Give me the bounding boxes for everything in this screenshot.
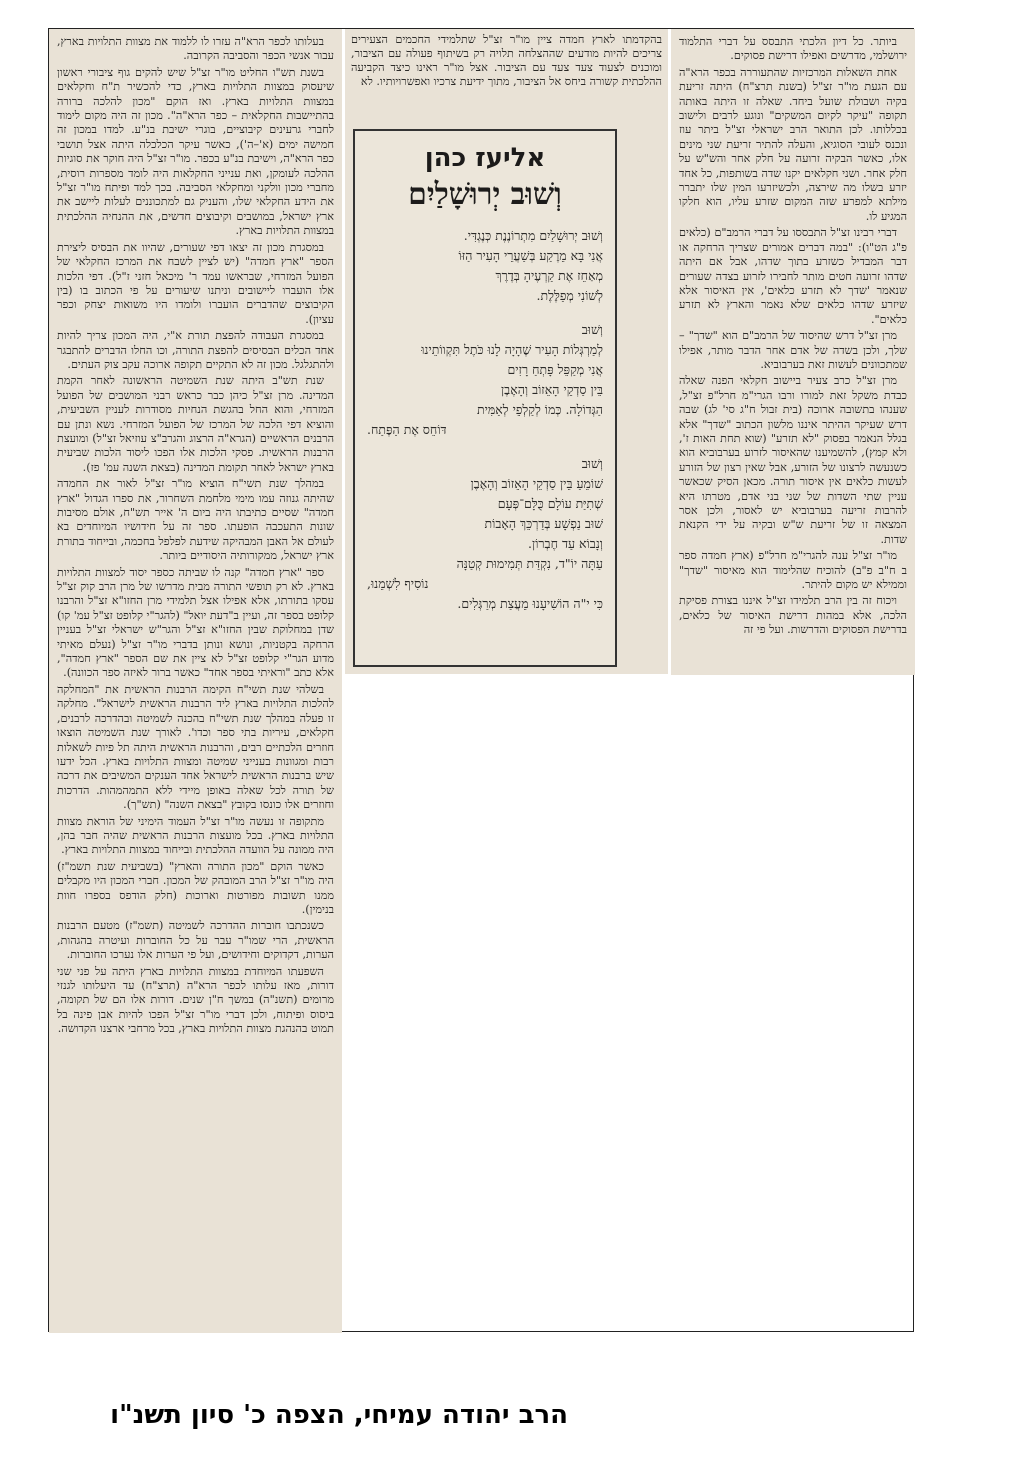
article-paragraph: בשנת תש"ו החליט מו"ר זצ"ל שיש להקים גוף ציבורי ראשון שיעסוק במצוות התלויות בארץ, כדי להכשיר ת"ח וחקלאים במצוות התלויות בארץ. ואז הוקם "מכון להלכה ברורה בהתיישבות החקלאית – כפר הרא"ה". מכון זה היה מקום לימוד לחברי גרעינים קיבוציים, בוגרי ישיבת בנ"ע. למדו במכון זה חמישה ימים (א'–ה'), כאשר עיקר הכלכלה היתה אצל תושבי כפר הרא"ה, וישיבת בנ"ע בכפר. מו"ר זצ"ל היה חוקר את סוגיות ההלכה לעומקן, ואת ענייני החקלאות היה לומד מספרות רוסית, מחברי מכון וולקני ומחקלאי הסביבה. בכך למד ופיתח מו"ר זצ"ל את הידע החקלאי שלו, והעניק גם למתכוננים לעלות ליישב את ארץ ישראל, במושבים וקיבוצים חדשים, את ההנחיה ההלכתית במצוות התלויות בארץ.	[57, 65, 334, 238]
article-paragraph: במהלך שנת תשי"ח הוציא מו"ר זצ"ל לאור את החמדה שהיתה גנוזה עמו מימי מלחמת השחרור, את ספרו הגדול "ארץ חמדה" שסיים כתיבתו היה ביום ה' אייר תש"ח, אולם מסיבות שונות התעכבה הופעתו. ספר זה על חידושיו המיוחדים בא לעולם אל האבן המבהיקה שידעת לפלפל בחכמה, ובייחוד בתורת ארץ ישראל, ממקורותיה היסודיים ביותר.	[57, 477, 334, 563]
article-paragraph: ביותר. כל דיון הלכתי התבסס על דברי התלמוד ירושלמי, מדרשים ואפילו דרישת פסוקים.	[679, 35, 907, 63]
poem-line: וְשׁוּב	[581, 322, 603, 337]
article-paragraph: דברי רבינו זצ"ל התבססו על דברי הרמב"ם (כלאים פ"ג הט"ו): "במה דברים אמורים שצריך הרחקה או דבר המבדיל כשזרע בתוך שדהו, אבל אם היתה שדהו זרועה חטים מותר לחבירו לזרוע בצדה שעורים שנאמר 'שדך לא תזרע כלאים', אין האיסור אלא שיזרע שדהו כלאים שלא נאמר והארץ לא תזרע כלאים".	[679, 226, 907, 326]
poem-line: אֲנִי בָּא מֵרֶקַע בְּשַׁעֲרֵי הָעִיר הַזּוֹ	[458, 248, 603, 263]
poem-line: נוֹסִיף לִשְׁמֵנוּ,	[367, 576, 429, 591]
poem-author: אליעז כהן	[424, 143, 546, 173]
middle-intro-text: בהקדמתו לארץ חמדה ציין מו"ר זצ"ל שתלמידי החכמים הצעירים צריכים להיות מודעים שההצלחה תלויה רק בשיתוף פעולה עם הציבור, ומוכנים לצעוד צעד צעד עם הציבור. אצל מו"ר ראינו כיצד הקביעה ההלכתית קשורה ביחס אל הציבור, מתוך ידיעת צרכיו ואפשרויותיו. לא	[351, 33, 662, 88]
newspaper-clipping-frame	[48, 28, 914, 1332]
poem-box	[353, 129, 617, 667]
poem-line: לְמַרְגְּלוֹת הָעִיר שֶׁהָיָה לָנוּ כֹּתֶל תִּקְווֹתֵינוּ	[421, 342, 603, 357]
article-paragraph: במסגרת מכון זה יצאו דפי שעורים, שהיוו את הבסיס ליצירת הספר "ארץ חמדה" (יש לציין לשבח את המרכז החקלאי של הפועל המזרחי, שבראשו עמד ר' מיכאל חזני ז"ל). דפי הלכות אלו הועברו ליישובים וניתנו שיעורים על פי הכתוב בו (בין הקיבוצים שהדברים הועברו ולומדו היו משואות יצחק וכפר עציון).	[57, 240, 334, 326]
article-paragraph: מרן זצ"ל כרב צעיר ביישוב חקלאי הפנה שאלה כבדת משקל זאת למורו ורבו הגרי"מ חרל"פ זצ"ל, שענהו בתשובה ארוכה (בית זבול ח"ג סי' לג) שבה דרש שעיקר ההיתר איננו מלשון הכתוב "שדך" אלא בגלל הנאמר בפסוק "לא תזרע" (שוא תחת האות ז', ולא קמץ), להשמיענו שהאיסור לזרוע בערבוביא הוא כשנעשה לרצונו של הזורע, אבל שאין רצון של הזורע לעשות כלאים אין איסור תורה. מכאן הסיק שכאשר עניין שתי השדות של שני בני אדם, מטרתו היא להרבות זריעה בערבוביא יש לאסור, ולכן אסר המצאה זו של זריעת ש"ש ובקיה על ידי הקנאת שדות.	[679, 374, 907, 546]
poem-line: וְנָבוֹא עַד חֶבְרוֹן.	[528, 536, 603, 551]
poem-stanza-3	[367, 454, 603, 614]
clipping-left-column	[49, 29, 342, 1333]
article-paragraph: כאשר הוקם "מכון התורה והארץ" (בשביעית שנת תשמ"ז) היה מו"ר זצ"ל הרב המובהק של המכון. חברי המכון היו מקבלים ממנו תשובות מפורטות וארוכות (חלק הודפס בספרו חוות בנימין).	[57, 859, 334, 916]
source-caption	[48, 1400, 914, 1430]
article-paragraph: השפעתו המיוחדת במצוות התלויות בארץ היתה על פני שני דורות, מאז עלותו לכפר הרא"ה (תרצ"ח) עד היעלותו לגנזי מרומים (תשנ"ה) במשך ח"ן שנים. דורות אלו הם של תקומה, ביסוס ופיתוח, ולכן דברי מו"ר זצ"ל הפכו להיות אבן פינה בל תמוט בהנהגת מצוות התלויות בארץ, בכל מרחבי ארצנו הקדושה.	[57, 964, 334, 1036]
right-column-text	[679, 35, 907, 638]
article-paragraph: בשלהי שנת תשי"ח הקימה הרבנות הראשית את "המחלקה להלכות התלויות בארץ ליד הרבנות הראשית לישראל". מחלקה זו פעלה במהלך שנת תשי"ח בהכנה לשמיטה ובהדרכה לרבנים, חקלאים, עיריות בתי ספר וכדו'. לאורך שנת השמיטה הוצאו חוזרים הלכתיים רבים, והרבנות הראשית היתה תל פיות לשאלות רבות ומגוונות בענייני שמיטה ומצוות התלויות בארץ. הכל ידעו שיש ברבנות הראשית לישראל אחד הענקים המשיבים את דרכה של תורה לכל שאלה באופן מיידי ללא התמהמהות. הדרכות וחוזרים אלו כונסו בקובץ "בצאת השנה" (תש"ך).	[57, 682, 334, 812]
poem-line: אֲנִי מְקַפֵּל פָּתְחַ רָזִים	[507, 362, 603, 377]
clipping-middle-column	[345, 29, 668, 674]
article-paragraph: במסגרת העבודה להפצת תורת א"י, היה המכון צריך להיות אחד הכלים הבסיסים להפצת התורה, וכו החלו הדברים להתבגר ולהתגלגל. מכון זה לא התקיים תקופה ארוכה עקב צוק העתים.	[57, 329, 334, 371]
poem-line: וְשׁוּב יְרוּשָׁלַיִם מִתְרוֹנֶנֶת כְּנֶגְדִּי.	[463, 228, 603, 243]
poem-line: הַגְּדוֹלָה. כְּמוֹ לְקַלְפֵי לְאַמִּית	[476, 402, 603, 417]
poem-line: מְאַחֵז אֶת קַרְעֶיהָ בְּדֶרֶךְ	[495, 268, 603, 283]
poem-line: עַתָּה יוֹ"ד, נִקְדַּת תְּמִימוּת קְטַנָּה	[456, 556, 603, 571]
article-paragraph: שנת תש"ב היתה שנת השמיטה הראשונה לאחר הקמת המדינה. מרן זצ"ל כיהן כבר כראש רבני המושבים של הפועל המזרחי, והוא החל בהגשת הנחיות מסודרות לעניין השביעית, והוציא דפי הלכה של המרכז של הפועל המזרחי. נשא ונתן עם הרבנים הראשיים (הגרא"ה הרצוג והגרב"צ עוזיאל זצ"ל) ומועצת הרבנות הראשית. פסקי הלכות אלו הפכו ליסוד הלכות שביעית בארץ ישראל לאחר תקומת המדינה (בצאת השנה עמ' פז).	[57, 374, 334, 474]
article-paragraph: ויכוח זה בין הרב תלמידו זצ"ל איננו בצורת פסיקת הלכה, אלא במהות דרישת האיסור של כלאים, בדרישת הפסוקים והדרשות. ועל פי זה	[679, 594, 907, 637]
poem-line: כִּי י"ה הוֹשִׁיעָנוּ מֵעֲצַת מְרַגְּלִים.	[457, 596, 603, 611]
poem-line: וְשׁוּב	[581, 456, 603, 471]
article-paragraph: אחת השאלות המרכזיות שהתעוררה בכפר הרא"ה עם הגעת מו"ר זצ"ל (בשנת תרצ"ח) היתה זריעת בקיה ושבולת שועל ביחד. שאלה זו היתה באותה תקופה "עיקר לקיום המשקים" ונוגע לרבים ולישוב בכללותו. לכן התואר הרב ישראלי זצ"ל ביתר עוז ונכנס לעובי הסוגיא, והעלה להתיר זריעת שני מינים אלו, כאשר הבקיה זרועה על חלק אחר והש"ש על חלק אחר. ושני חקלאים יקנו שדה בשותפות, כל אחד יזרע בשלו מה שירצה, ולכשיזרעו המין שלו יתברר מילתא למפרע שזה המקום שזרע עליו, הוא חלקו המגיע לו.	[679, 65, 907, 223]
poem-line: שׁוֹמֵעַ בֵּין סַדְקֵי הָאֵזוֹב וְהָאֶבֶן	[470, 476, 603, 491]
poem-line: שׁוּב נַפְשָׁע בְּדַרְכֵּךְ הָאָבוֹת	[484, 516, 603, 531]
article-paragraph: ספר "ארץ חמדה" קנה לו שביתה כספר יסוד למצוות התלויות בארץ. לא רק תופשי התורה מבית מדרשו של מרן הרב קוק זצ"ל עסקו בתורתו, אלא אפילו אצל תלמידי מרן החזו"א זצ"ל והרבנו קלופט בספר זה, ועיין ב"דעת יואל" (להגר"י קלופט זצ"ל עמ' קו) שדן במחלוקת שבין החזו"א זצ"ל והגר"ש ישראלי זצ"ל בעניין הרחקה בקטניות, ונושא ונותן בדברי מו"ר זצ"ל (נעלם מאיתי מדוע הגר"י קלופט זצ"ל לא ציין את שם הספר "ארץ חמדה", אלא כתב "וראיתי בספר אחד" כאשר ברור לאיזה ספר הכוונה).	[57, 565, 334, 680]
left-column-text	[57, 35, 334, 1037]
clipping-right-column	[671, 29, 915, 675]
article-paragraph: כשנכתבו חוברות ההדרכה לשמיטה (תשמ"ז) מטעם הרבנות הראשית, הרי שמו"ר עבר על כל החוברות ועיטרה בהגהות, הערות, דקדוקים וחידושים, ועל פי הערות אלו נערכו החוברות.	[57, 919, 334, 962]
poem-line: בֵּין סַדְקֵי הָאֵזוֹב וְהָאֶבֶן	[501, 382, 603, 397]
poem-stanza-2	[367, 320, 603, 440]
article-paragraph: מרן זצ"ל דרש שהיסוד של הרמב"ם הוא "שדך" – שלך, ולכן בשדה של אדם אחר הדבר מותר, אפילו שמתכוונים לעשות זאת בערבוביא.	[679, 329, 907, 371]
poem-stanza-1	[367, 226, 603, 306]
poem-title: וְשׁוּב יְרוּשָׁלַיִם	[408, 177, 562, 212]
poem-line: שְׁתִיַּת עוֹלָם כֻּלָּם־פְּעָם	[497, 496, 603, 511]
poem-line: לְשׁוֹנִי מְפַלֶּלֶת.	[536, 288, 603, 303]
article-paragraph: מתקופה זו נעשה מו"ר זצ"ל העמוד הימיני של הוראת מצוות התלויות בארץ. בכל מועצות הרבנות הראשית שהיה חבר בהן, היה ממונה על הוועדה ההלכתית ובייחוד במצוות התלויות בארץ.	[57, 814, 334, 857]
source-caption-text: הרב יהודה עמיחי, הצפה כ' סיון תשנ"ו	[110, 1400, 568, 1430]
article-paragraph: בעלותו לכפר הרא"ה עזרו לו ללמוד את מצוות התלויות בארץ, עבור אנשי הכפר והסביבה הקרובה.	[57, 35, 334, 63]
poem-line: דּוֹחֵס אֶת הַפֶּתַח.	[367, 422, 447, 437]
article-paragraph: מו"ר זצ"ל ענה להגרי"מ חרל"פ (ארץ חמדה ספר ב ח"ב פ"ב) להוכיח שהלימוד הוא מאיסור "שדך" וממילא יש מקום להיתר.	[679, 549, 907, 592]
